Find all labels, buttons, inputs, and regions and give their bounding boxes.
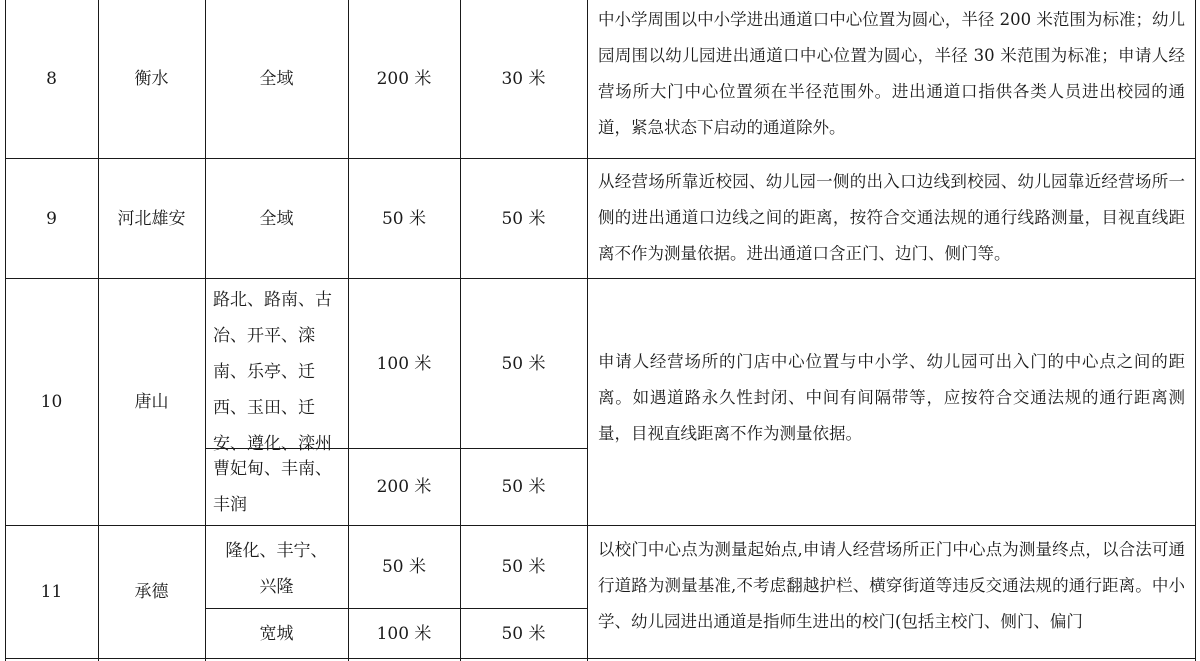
- area-cell: [215, 529, 338, 608]
- row-number: [5, 526, 98, 658]
- kindergarten-distance-text: 50 米: [501, 477, 546, 497]
- area-cell: [205, 282, 348, 454]
- kindergarten-distance: [460, 159, 587, 278]
- measurement-rule-text: 以校门中心点为测量起始点,申请人经营场所正门中心点为测量终点，以合法可通行道路为测量基准,不考虑翻越护栏、横穿街道等违反交通法规的通行距离。中小学、幼儿园进出通道是指师生进出的校门(包括主校门、侧门、偏门: [598, 540, 1185, 631]
- kindergarten-distance: [460, 609, 587, 658]
- row-number-text: 8: [46, 69, 57, 89]
- area-cell: [205, 0, 348, 158]
- area-text: 隆化、丰宁、兴隆: [225, 540, 328, 597]
- school-distance-text: 50 米: [381, 557, 427, 577]
- area-cell: [205, 159, 348, 278]
- school-distance: [348, 526, 460, 608]
- school-distance-text: 200 米: [376, 69, 432, 89]
- row-number-text: 10: [40, 392, 63, 412]
- measurement-rule: [588, 164, 1195, 278]
- row-number: [5, 0, 98, 158]
- row-divider: [5, 658, 1196, 659]
- kindergarten-distance-text: 50 米: [501, 208, 546, 229]
- school-distance: [348, 0, 460, 158]
- kindergarten-distance: [460, 0, 587, 158]
- school-distance: [348, 449, 460, 525]
- school-distance: [348, 279, 460, 448]
- measurement-rule: [588, 2, 1195, 158]
- row-number-text: 11: [40, 582, 63, 602]
- area-cell: [205, 451, 348, 525]
- kindergarten-distance: [460, 526, 587, 608]
- measurement-rule-text: 从经营场所靠近校园、幼儿园一侧的出入口边线到校园、幼儿园靠近经营场所一侧的进出通道口边线之间的距离，按符合交通法规的通行线路测量，目视直线距离不作为测量依据。进出通道口含正门、边门、侧门等。: [598, 172, 1185, 263]
- school-distance-text: 100 米: [376, 353, 432, 374]
- school-distance-text: 50 米: [381, 208, 427, 229]
- kindergarten-distance: [460, 279, 587, 448]
- measurement-rule-text: 申请人经营场所的门店中心位置与中小学、幼儿园可出入门的中心点之间的距离。如遇道路永久性封闭、中间有间隔带等，应按符合交通法规的通行距离测量，目视直线距离不作为测量依据。: [598, 352, 1185, 443]
- col-divider: [1195, 0, 1196, 661]
- city-name: [98, 279, 205, 525]
- kindergarten-distance-text: 50 米: [501, 557, 546, 577]
- school-distance: [348, 159, 460, 278]
- city-name-text: 承德: [134, 582, 169, 602]
- school-distance: [348, 609, 460, 658]
- city-name-text: 衡水: [134, 69, 169, 89]
- area-text: 宽城: [259, 623, 294, 644]
- city-name-text: 河北雄安: [117, 208, 186, 229]
- row-number-text: 9: [46, 208, 57, 229]
- row-number: [5, 279, 98, 525]
- measurement-rule-text: 中小学周围以中小学进出通道口中心位置为圆心，半径 200 米范围为标准；幼儿园周围以幼儿园进出通道口中心位置为圆心，半径 30 米范围为标准；申请人经营场所大门中心位置须在半径范围外。进出通道口指供各类人员进出校园的通道，紧急状态下启动的通道除外。: [598, 10, 1185, 137]
- city-name: [98, 159, 205, 278]
- kindergarten-distance-text: 50 米: [501, 623, 546, 644]
- kindergarten-distance: [460, 449, 587, 525]
- area-text: 路北、路南、古冶、开平、滦南、乐亭、迁西、玉田、迁安、遵化、滦州: [213, 290, 332, 454]
- school-distance-text: 100 米: [376, 623, 432, 644]
- area-text: 曹妃甸、丰南、丰润: [213, 459, 332, 515]
- kindergarten-distance-text: 30 米: [501, 69, 546, 89]
- measurement-rule: [588, 344, 1195, 458]
- area-cell: [205, 609, 348, 658]
- school-distance-text: 200 米: [376, 477, 432, 497]
- city-name-text: 唐山: [134, 392, 169, 412]
- city-name: [98, 526, 205, 658]
- area-text: 全域: [259, 69, 294, 89]
- row-number: [5, 159, 98, 278]
- kindergarten-distance-text: 50 米: [501, 353, 546, 374]
- city-name: [98, 0, 205, 158]
- measurement-rule: [588, 532, 1195, 658]
- area-text: 全域: [259, 208, 294, 229]
